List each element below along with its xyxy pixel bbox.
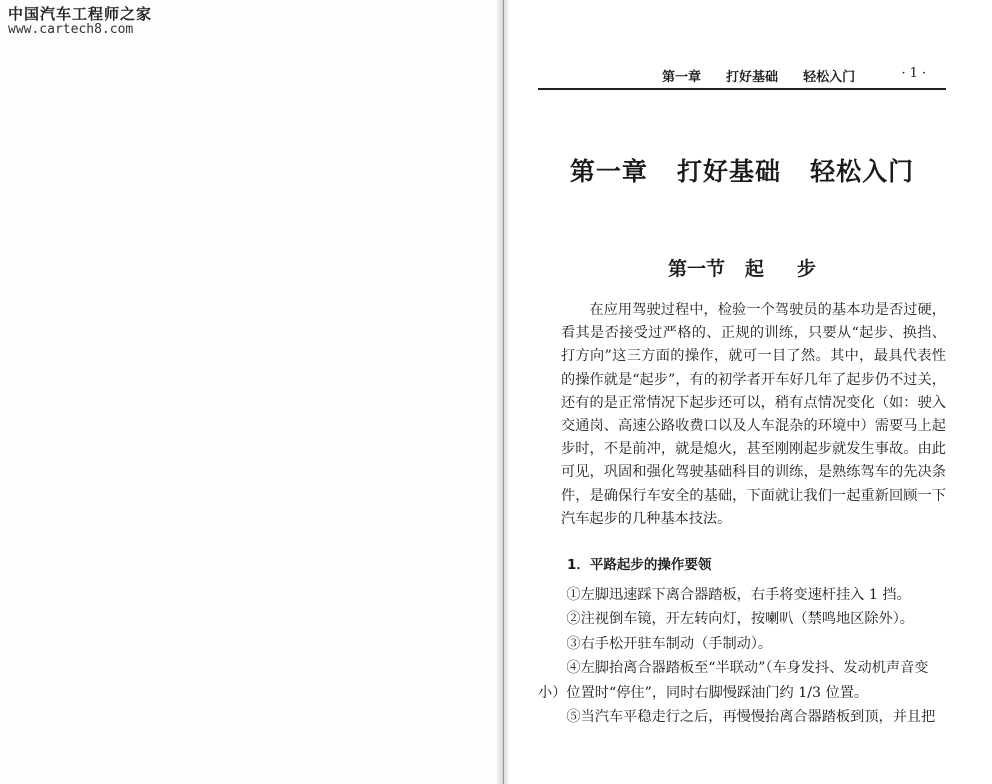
page-number: ·1·: [901, 66, 930, 81]
step-item: ③右手松开驻车制动（手制动）。: [566, 635, 773, 652]
chapter-title: 第一章 打好基础 轻松入门: [569, 157, 915, 186]
subheading: 1．平路起步的操作要领: [567, 557, 712, 573]
intro-paragraph: 在应用驾驶过程中，检验一个驾驶员的基本功是否过硬，看其是否接受过严格的、正规的训练，只要从“起步、换挡、打方向”这三方面的操作，就可一目了然。其中，最具代表性的操作就是“起步”，有的初学者开车好几年了起步仍不过关，还有的是正常情况下起步还可以，稍有点情况变化（如：驶入交通岗、高速公路收费口以及人车混杂的环境中）需要马上起步时，不是前冲，就是熄火，甚至刚刚起步就发生事故。由此可见，巩固和强化驾驶基础科目的训练，是熟练驾车的先决条件，是确保行车安全的基础，下面就让我们一起重新回顾一下汽车起步的几种基本技法。: [561, 302, 946, 527]
watermark-title: 中国汽车工程师之家: [8, 5, 153, 23]
step-item: ②注视倒车镜，开左转向灯，按喇叭（禁鸣地区除外）。: [566, 611, 914, 628]
watermark: [8, 6, 152, 38]
spine-gutter-line: [503, 0, 504, 784]
running-header-title: 第一章 打好基础 轻松入门: [662, 70, 856, 85]
running-header: [538, 66, 946, 88]
steps-list: [538, 583, 946, 729]
section-title: 第一节 起 步: [668, 258, 816, 280]
header-divider: [538, 88, 946, 90]
watermark-url: www.cartech8.com: [8, 22, 134, 38]
step-item: ⑤当汽车平稳走行之后，再慢慢抬离合器踏板到顶，并且把: [566, 709, 936, 726]
step-item: ①左脚迅速踩下离合器踏板，右手将变速杆挂入 1 挡。: [566, 587, 911, 603]
step-item: ④左脚抬离合器踏板至“半联动”（车身发抖、发动机声音变小）位置时“停住”，同时右脚慢踩油门约 1/3 位置。: [538, 660, 929, 701]
